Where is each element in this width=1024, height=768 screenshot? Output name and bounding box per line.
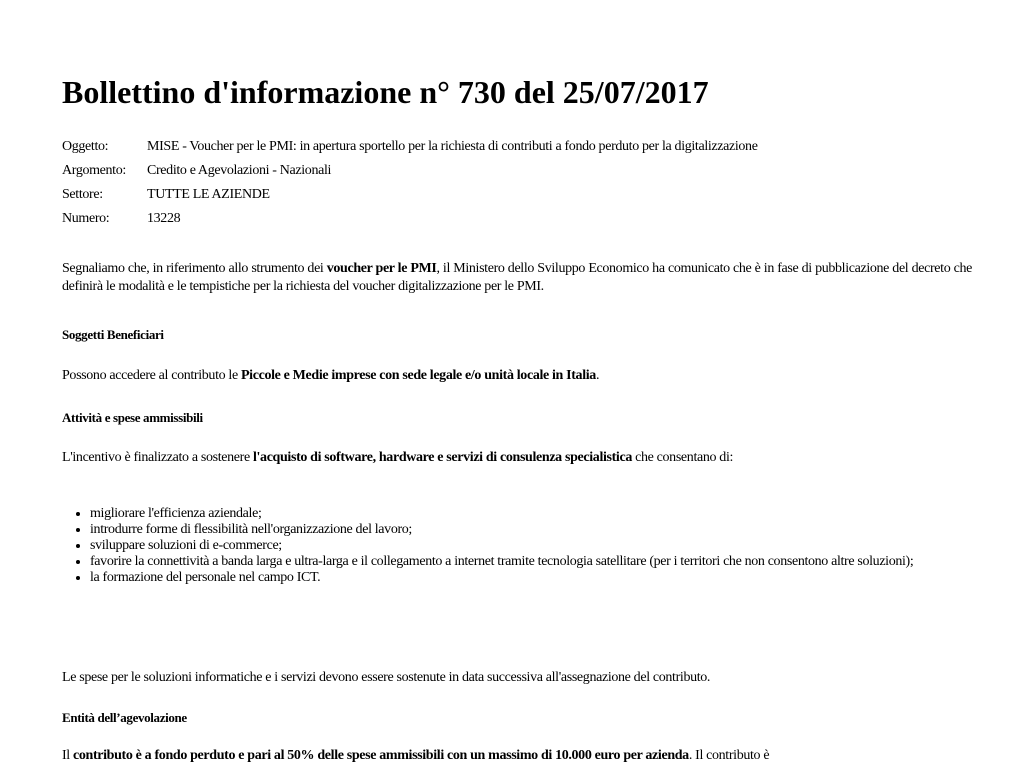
intro-text-end: , il Ministero dello Sviluppo Economico ha comunicato che è in fase di pubblicazione del decreto che definirà le modalità e le tempistiche per la richiesta del voucher digitalizzazione per le PMI. (62, 261, 972, 294)
agevolazione-highlight: contributo è a fondo perduto e pari al 50% delle spese ammissibili con un massimo di 10.000 euro per azienda (73, 748, 689, 763)
meta-row-numero (62, 211, 758, 235)
spese-paragraph (62, 449, 972, 467)
intro-highlight: voucher per le PMI (326, 261, 437, 276)
section-heading-beneficiari: Soggetti Beneficiari (62, 327, 164, 342)
spese-note-paragraph: Le spese per le soluzioni informatiche e i servizi devono essere sostenute in data successiva all'assegnazione del contributo. (62, 670, 711, 685)
meta-value: MISE - Voucher per le PMI: in apertura sportello per la richiesta di contributi a fondo perduto per la digitalizzazione (147, 139, 758, 154)
agevolazione-text-start: Il (62, 748, 74, 763)
beneficiari-paragraph (62, 367, 972, 385)
meta-label: Settore: (62, 187, 103, 202)
list-item: • introdurre forme di flessibilità nell'organizzazione del lavoro; (90, 522, 972, 538)
meta-label: Numero: (62, 211, 110, 226)
meta-row-settore (62, 187, 758, 211)
beneficiari-highlight: Piccole e Medie imprese con sede legale e/o unità locale in Italia (240, 368, 596, 383)
meta-value: 13228 (147, 211, 181, 226)
intro-text-start: Segnaliamo che, in riferimento allo strumento dei (62, 261, 327, 276)
beneficiari-text-start: Possono accedere al contributo le (62, 368, 241, 383)
beneficiari-text-end: . (595, 368, 600, 383)
meta-row-oggetto (62, 139, 758, 163)
agevolazione-text-end: . Il contributo è (688, 748, 770, 763)
page-title: Bollettino d'informazione n° 730 del 25/07/2017 (62, 74, 709, 110)
meta-value: Credito e Agevolazioni - Nazionali (147, 163, 332, 178)
section-heading-spese: Attività e spese ammissibili (62, 410, 203, 425)
section-heading-agevolazione: Entità dell’agevolazione (62, 710, 187, 725)
list-item: • sviluppare soluzioni di e-commerce; (90, 538, 972, 554)
spese-highlight: l'acquisto di software, hardware e servizi di consulenza specialistica (252, 450, 632, 465)
meta-label: Oggetto: (62, 139, 109, 154)
list-item: • la formazione del personale nel campo ICT. (90, 570, 972, 586)
meta-label: Argomento: (62, 163, 126, 178)
list-item: • favorire la connettività a banda larga e ultra-larga e il collegamento a internet tramite tecnologia satellitare (per i territori che non consentono altre soluzioni); (90, 554, 972, 570)
metadata-table (62, 139, 758, 235)
list-item: • migliorare l'efficienza aziendale; (90, 506, 972, 522)
intro-paragraph (62, 260, 972, 296)
agevolazione-paragraph (62, 747, 972, 765)
meta-value: TUTTE LE AZIENDE (147, 187, 270, 202)
spese-text-start: L'incentivo è finalizzato a sostenere (62, 450, 253, 465)
eligible-activities-list (62, 506, 972, 586)
meta-row-argomento (62, 163, 758, 187)
spese-text-end: che consentano di: (631, 450, 734, 465)
